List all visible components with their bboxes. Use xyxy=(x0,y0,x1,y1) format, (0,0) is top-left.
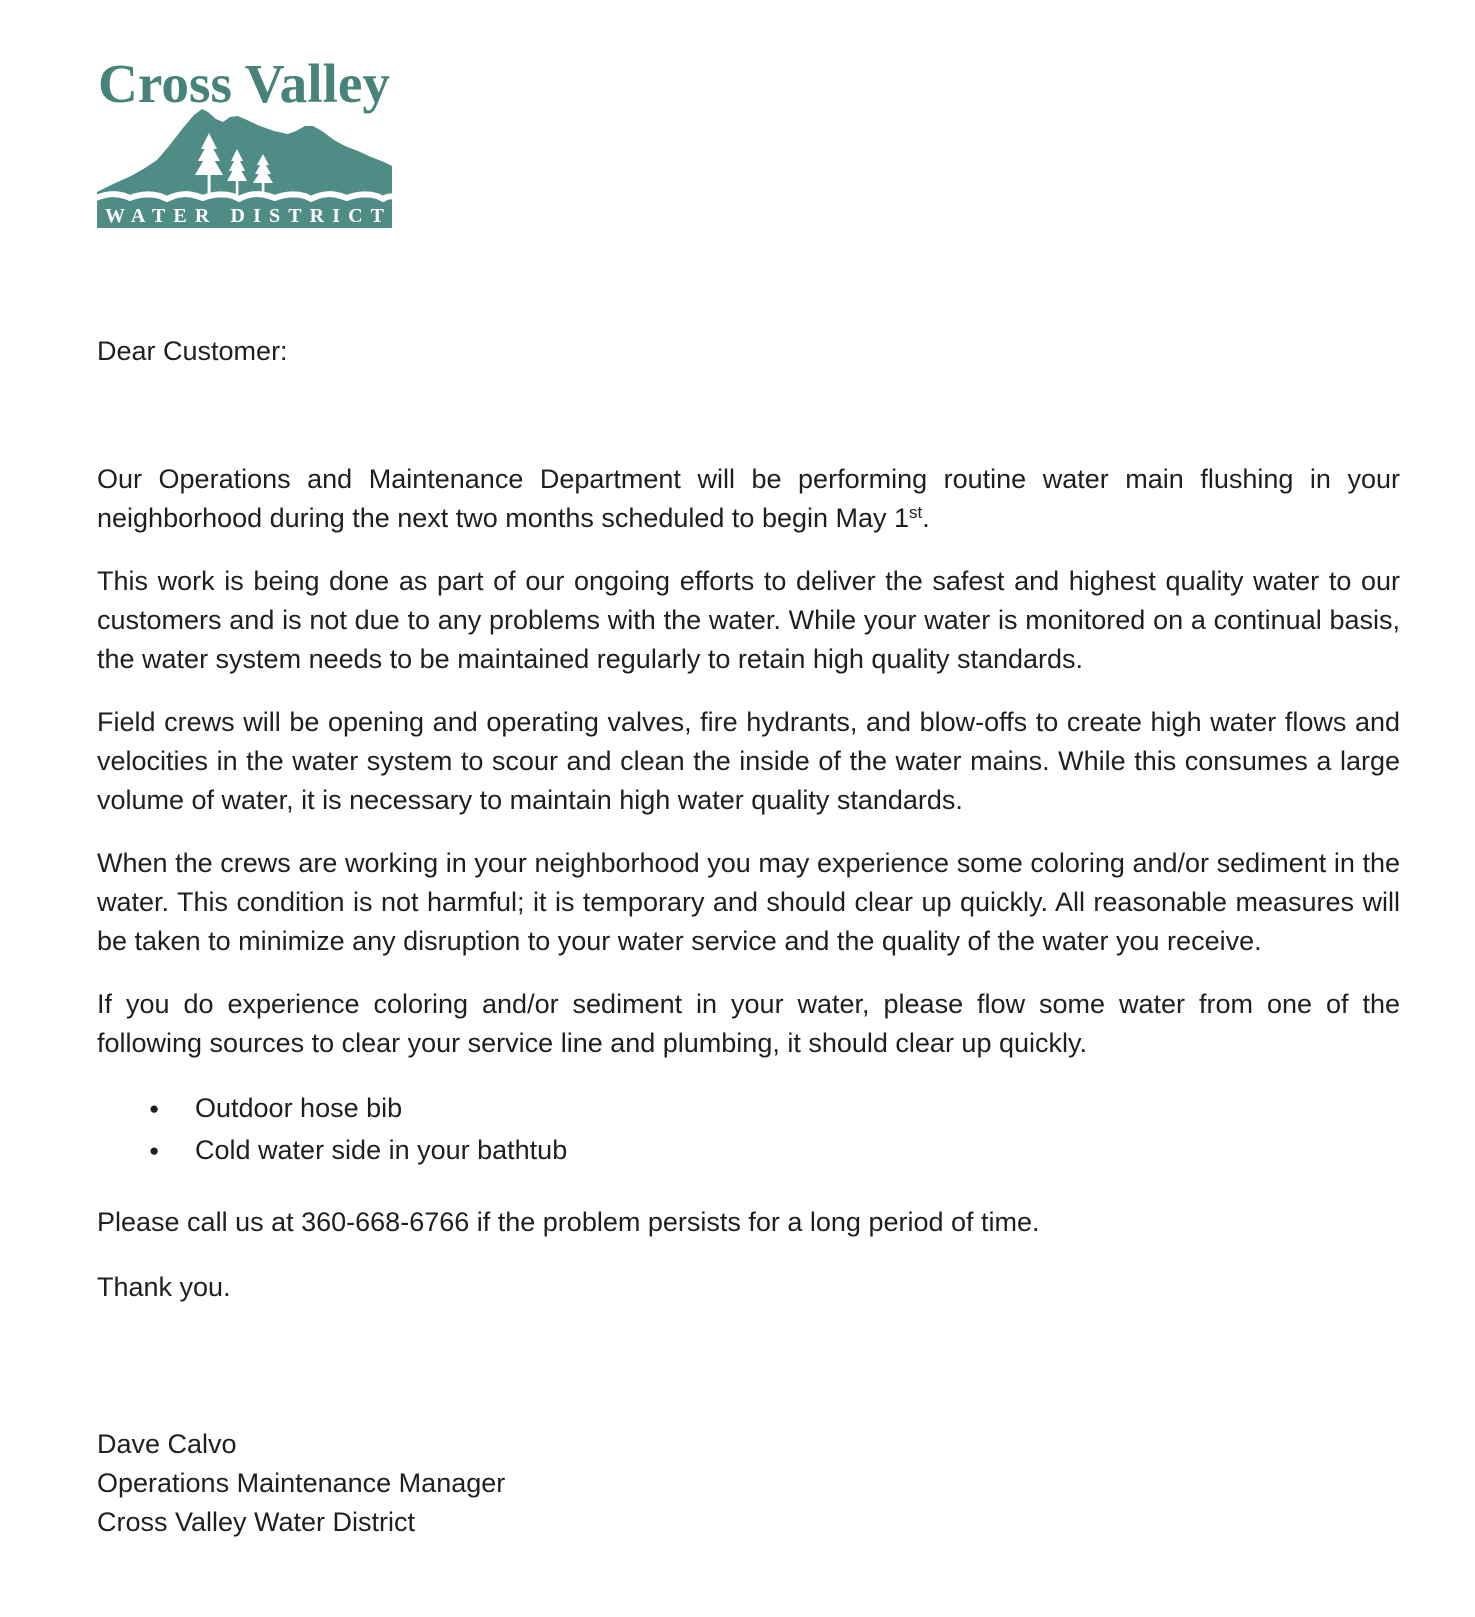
cross-valley-logo-graphic xyxy=(97,55,392,228)
closing-line: Thank you. xyxy=(97,1272,231,1302)
paragraph-sediment-warning: When the crews are working in your neighborhood you may experience some coloring and/or sediment in the water. This condition is not harmful; it is temporary and should clear up quickly. All reasonable measures will be taken to minimize any disruption to your water service and the quality of the water you receive. xyxy=(97,848,1400,956)
list-item-label: Cold water side in your bathtub xyxy=(195,1135,568,1165)
paragraph-flushing-notice-text: Our Operations and Maintenance Department will be performing routine water main flushing in your neighborhood during the next two months scheduled to begin May 1 xyxy=(97,464,1400,533)
signature-name: Dave Calvo xyxy=(97,1429,237,1459)
bullet-icon: ● xyxy=(149,1099,160,1118)
paragraph-maintenance-purpose: This work is being done as part of our ongoing efforts to deliver the safest and highest quality water to our customers and is not due to any problems with the water. While your water is monitored on a continual basis, the water system needs to be maintained regularly to retain high quality standards. xyxy=(97,566,1400,674)
ordinal-superscript: st xyxy=(909,503,923,522)
signature-block xyxy=(97,1425,1400,1542)
logo-subtitle-text: WATER DISTRICT xyxy=(105,205,384,227)
list-item-label: Outdoor hose bib xyxy=(195,1093,403,1123)
paragraph-flow-instructions: If you do experience coloring and/or sediment in your water, please flow some water from one of the following sources to clear your service line and plumbing, it should clear up quickly. xyxy=(97,989,1400,1058)
letter-content xyxy=(97,0,1400,1542)
paragraph-field-crews: Field crews will be opening and operating valves, fire hydrants, and blow-offs to create high water flows and velocities in the water system to scour and clean the inside of the water mains. While this consumes a large volume of water, it is necessary to maintain high water quality standards. xyxy=(97,707,1400,815)
salutation: Dear Customer: xyxy=(97,336,288,366)
flush-sources-list xyxy=(97,1087,1400,1171)
phone-contact-line: Please call us at 360-668-6766 if the problem persists for a long period of time. xyxy=(97,1207,1040,1237)
signature-title: Operations Maintenance Manager xyxy=(97,1468,506,1498)
bullet-icon: ● xyxy=(149,1141,160,1160)
paragraph-flushing-notice xyxy=(97,460,1400,538)
paragraph-flushing-notice-period: . xyxy=(922,503,930,533)
signature-organization: Cross Valley Water District xyxy=(97,1507,416,1537)
list-item-cold-water-bathtub xyxy=(97,1129,1400,1171)
list-item-outdoor-hose-bib xyxy=(97,1087,1400,1129)
cross-valley-logo xyxy=(97,55,392,228)
logo-title-text: Cross Valley xyxy=(98,55,391,114)
